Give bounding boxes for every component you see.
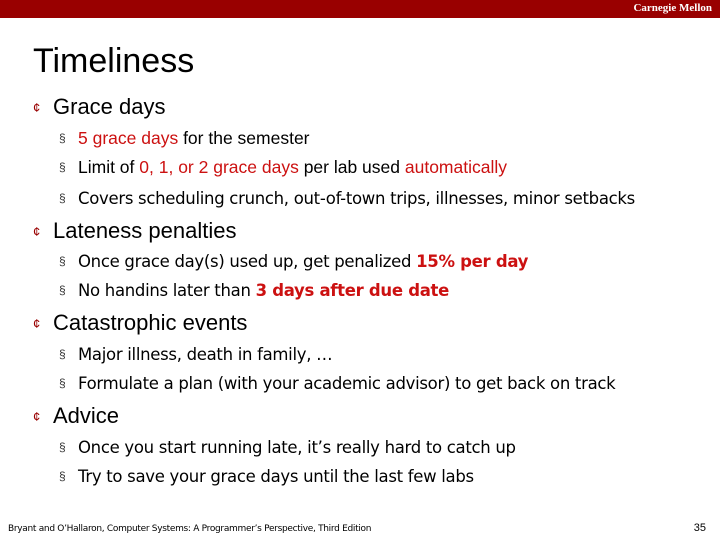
bullet-icon: §: [59, 131, 66, 145]
item-text: Major illness, death in family, …: [78, 344, 333, 364]
item-text: Covers scheduling crunch, out-of-town trips, illnesses, minor setbacks: [78, 188, 635, 208]
highlight-text: 5 grace days: [78, 127, 179, 148]
list-item: [59, 249, 528, 273]
bullet-icon: §: [59, 283, 66, 297]
list-item: [59, 278, 449, 302]
list-item: [59, 186, 635, 210]
bullet-icon: §: [59, 376, 66, 390]
slide-title: Timeliness: [33, 42, 195, 80]
highlight-text: 3 days after due date: [255, 280, 450, 300]
bullet-icon: ¢: [33, 223, 41, 239]
bullet-icon: §: [59, 469, 66, 483]
bullet-icon: §: [59, 160, 66, 174]
bullet-icon: ¢: [33, 99, 41, 115]
item-text: for the semester: [178, 127, 310, 148]
item-text: per lab used: [298, 156, 405, 177]
highlight-text: automatically: [404, 156, 508, 177]
header-bar: [0, 0, 720, 18]
item-text: Limit of: [78, 156, 140, 177]
item-text: Formulate a plan (with your academic advisor) to get back on track: [78, 373, 616, 393]
bullet-icon: §: [59, 440, 66, 454]
list-item: [59, 126, 310, 150]
item-text: Try to save your grace days until the last few labs: [78, 466, 474, 486]
highlight-text: 15% per day: [416, 251, 529, 271]
section-lateness-penalties: [33, 216, 236, 246]
footer-citation: Bryant and O’Hallaron, Computer Systems: A Programmer’s Perspective, Third Edition: [8, 524, 372, 534]
section-heading: Advice: [53, 403, 120, 428]
list-item: [59, 371, 615, 395]
section-heading: Grace days: [53, 94, 166, 119]
section-heading: Catastrophic events: [53, 310, 248, 335]
item-text: Once you start running late, it’s really hard to catch up: [78, 437, 516, 457]
list-item: [59, 435, 516, 459]
bullet-icon: ¢: [33, 315, 41, 331]
item-text: Once grace day(s) used up, get penalized: [78, 251, 417, 271]
bullet-icon: ¢: [33, 408, 41, 424]
section-catastrophic-events: [33, 308, 247, 338]
bullet-icon: §: [59, 191, 66, 205]
section-heading: Lateness penalties: [53, 218, 237, 243]
bullet-icon: §: [59, 254, 66, 268]
page-number: 35: [693, 522, 706, 534]
brand-label: Carnegie Mellon: [633, 2, 712, 14]
list-item: [59, 464, 474, 488]
item-text: No handins later than: [78, 280, 256, 300]
list-item: [59, 342, 332, 366]
section-grace-days: [33, 92, 166, 122]
highlight-text: 0, 1, or 2 grace days: [139, 156, 299, 177]
list-item: [59, 155, 507, 179]
section-advice: [33, 401, 119, 431]
bullet-icon: §: [59, 347, 66, 361]
